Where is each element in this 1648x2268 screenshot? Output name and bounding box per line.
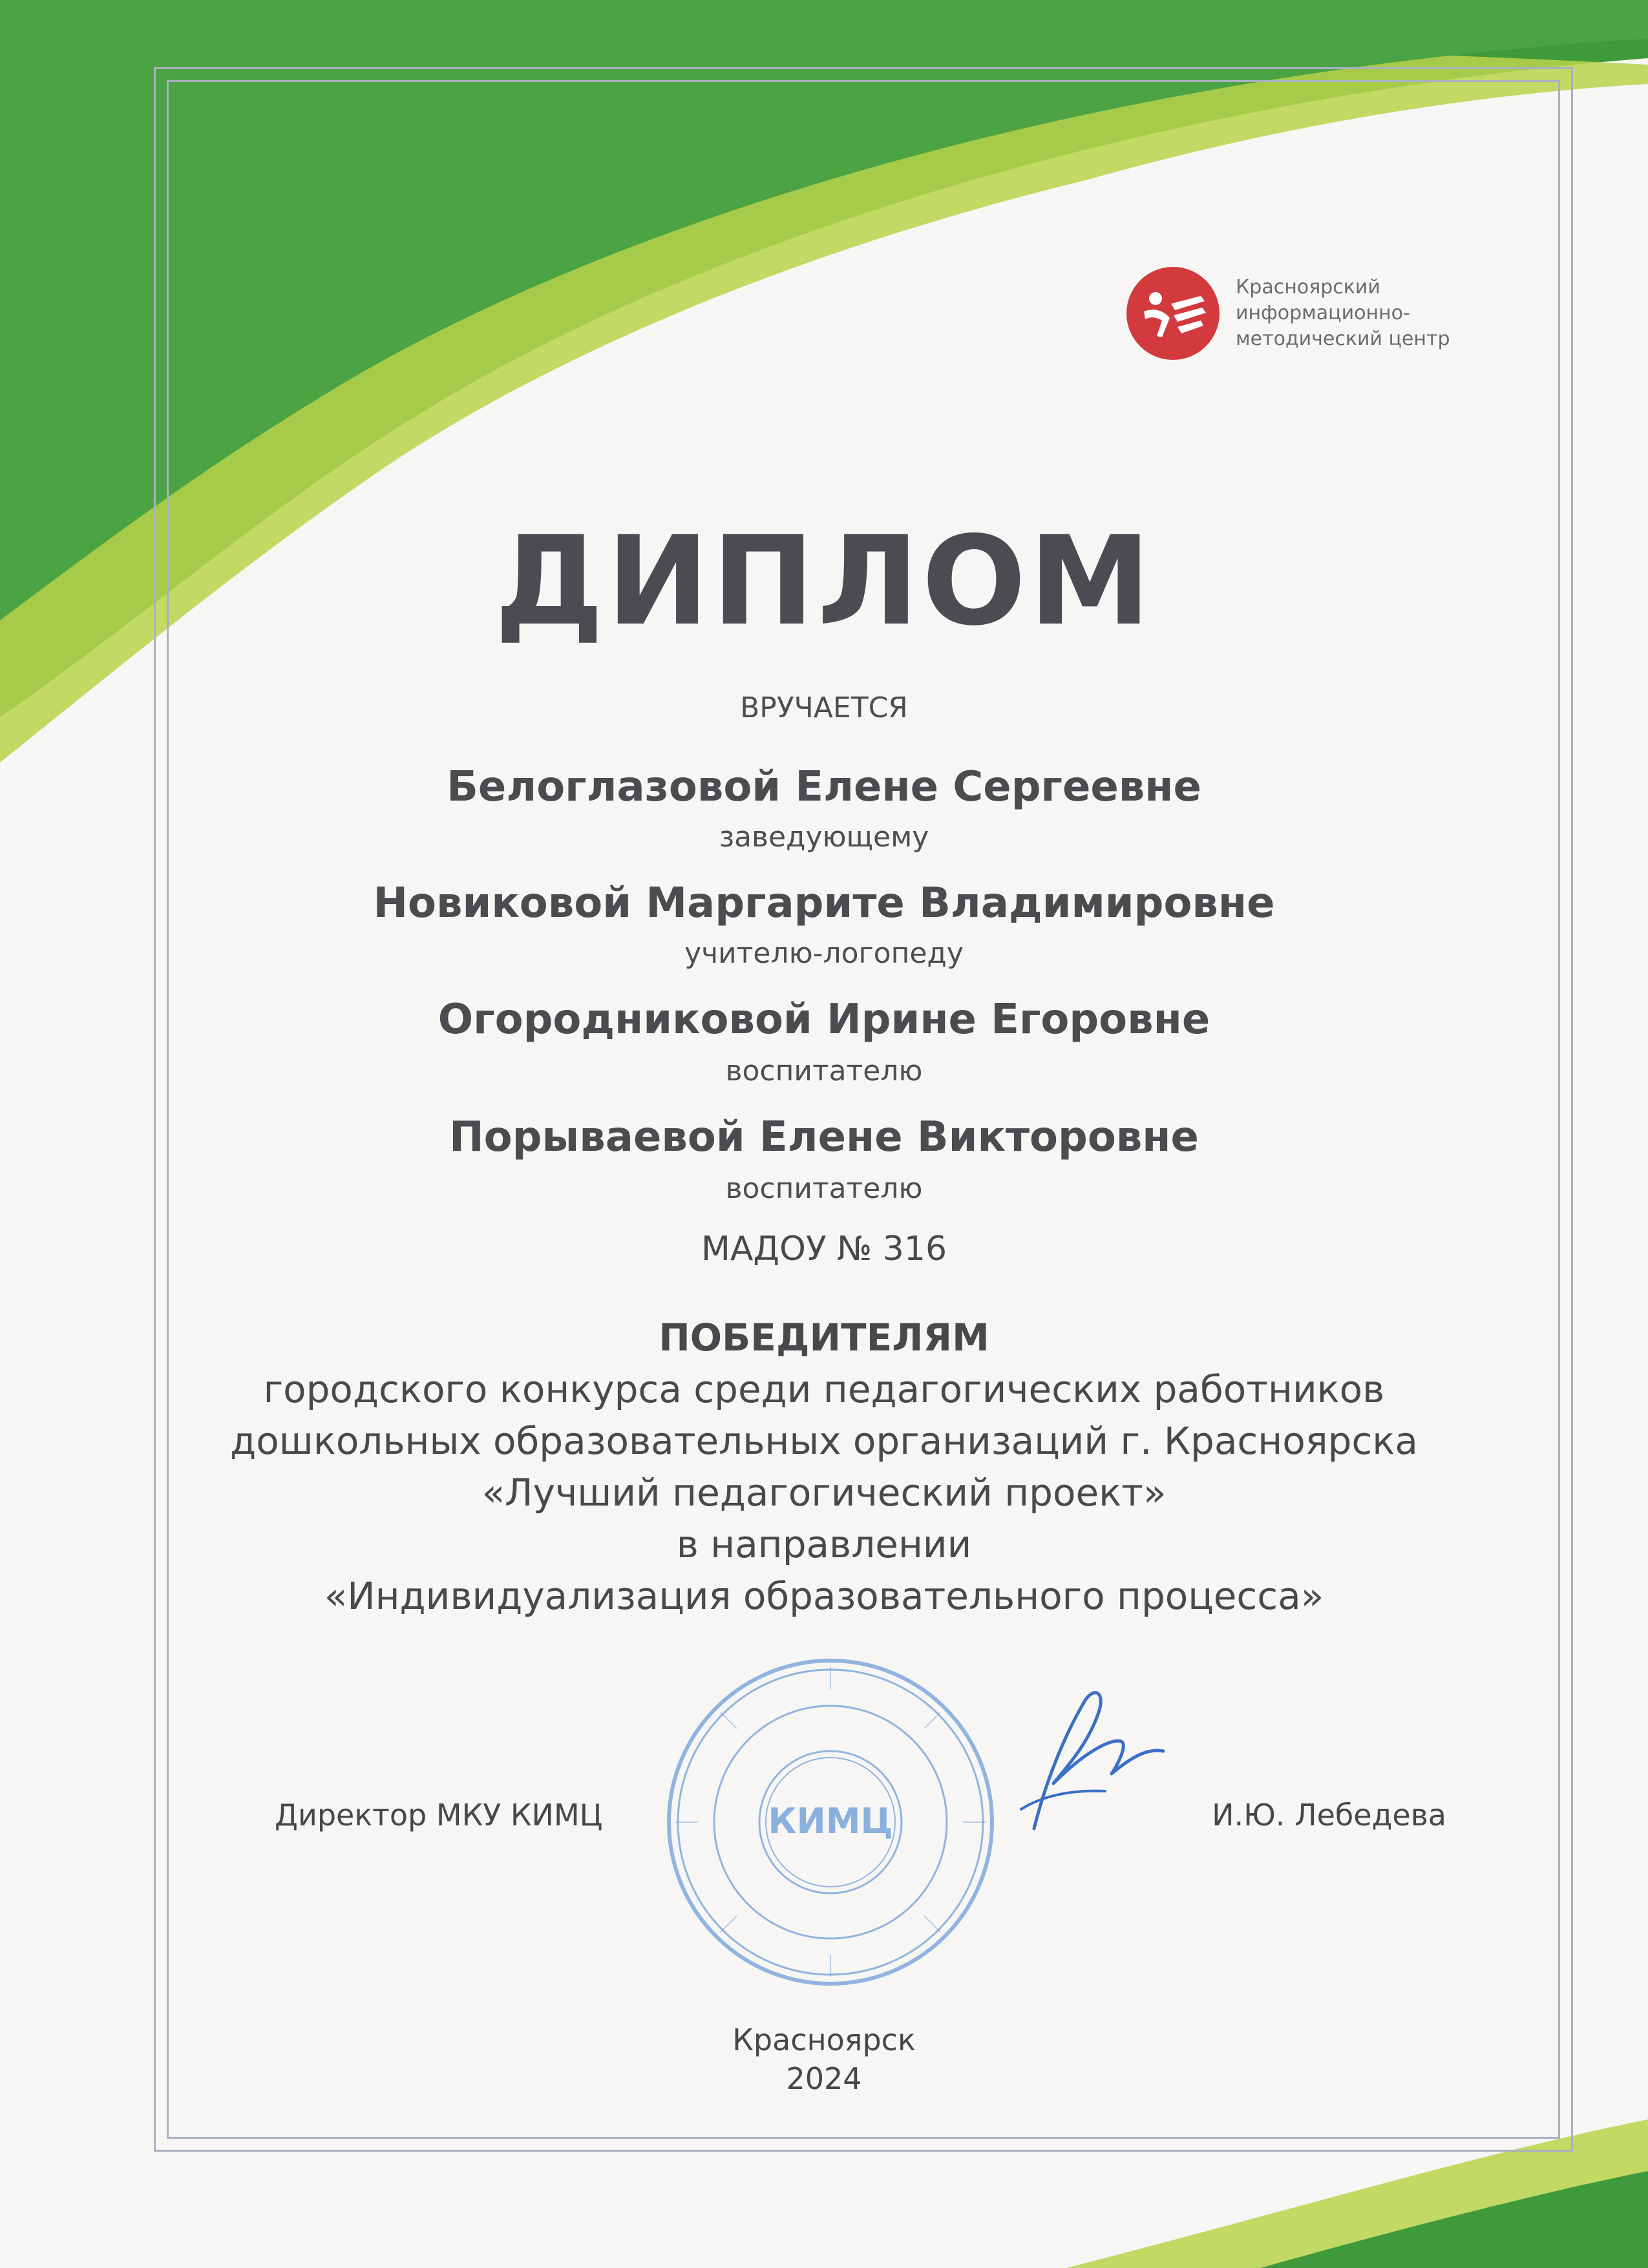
recipient-name-4: Порываевой Елене Викторовне bbox=[449, 1113, 1199, 1161]
award-line-3: «Лучший педагогический проект» bbox=[481, 1471, 1167, 1515]
presented-label: ВРУЧАЕТСЯ bbox=[740, 691, 908, 724]
handwritten-signature bbox=[1008, 1680, 1176, 1842]
signatory-name: И.Ю. Лебедева bbox=[1212, 1798, 1446, 1832]
award-line-2: дошкольных образовательных организаций г. Красноярска bbox=[230, 1419, 1418, 1463]
kimc-logo-text bbox=[1236, 275, 1450, 352]
recipient-name-3: Огородниковой Ирине Егоровне bbox=[438, 996, 1210, 1044]
organization: МАДОУ № 316 bbox=[701, 1230, 947, 1268]
recipient-name-1: Белоглазовой Елене Сергеевне bbox=[447, 763, 1201, 811]
logo-line-1: Красноярский bbox=[1236, 276, 1380, 299]
diploma-title: ДИПЛОМ bbox=[494, 510, 1154, 653]
award-line-5: «Индивидуализация образовательного процесса» bbox=[324, 1574, 1324, 1618]
recipient-position-1: заведующему bbox=[719, 821, 929, 854]
kimc-logo-icon bbox=[1125, 265, 1221, 362]
official-stamp bbox=[659, 1651, 1002, 1993]
logo-line-3: методический центр bbox=[1236, 328, 1450, 350]
footer-year: 2024 bbox=[786, 2061, 862, 2096]
kimc-logo bbox=[1125, 265, 1450, 362]
recipient-position-4: воспитателю bbox=[725, 1172, 923, 1205]
footer-city: Красноярск bbox=[732, 2022, 916, 2057]
recipient-position-3: воспитателю bbox=[725, 1055, 923, 1087]
recipient-name-2: Новиковой Маргарите Владимировне bbox=[373, 879, 1275, 927]
award-line-1: городского конкурса среди педагогических работников bbox=[263, 1367, 1385, 1411]
recipient-position-2: учителю-логопеду bbox=[684, 937, 964, 970]
logo-line-2: информационно- bbox=[1236, 302, 1410, 324]
stamp-center-text: КИМЦ bbox=[768, 1801, 893, 1842]
award-line-4: в направлении bbox=[676, 1522, 972, 1566]
signatory-position: Директор МКУ КИМЦ bbox=[275, 1798, 603, 1832]
award-heading: ПОБЕДИТЕЛЯМ bbox=[659, 1316, 989, 1360]
